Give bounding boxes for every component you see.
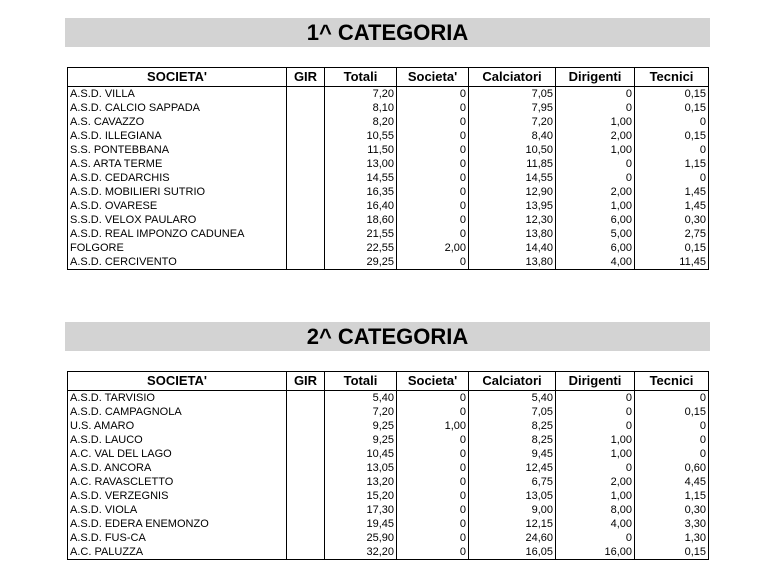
value-cell: 0,15 bbox=[635, 405, 709, 419]
value-cell: 8,00 bbox=[556, 503, 635, 517]
value-cell: 0 bbox=[397, 157, 469, 171]
team-name-cell: A.S.D. VILLA bbox=[68, 87, 287, 102]
value-cell: 2,00 bbox=[556, 185, 635, 199]
value-cell: 5,40 bbox=[325, 391, 397, 406]
value-cell: 12,30 bbox=[469, 213, 556, 227]
value-cell: 25,90 bbox=[325, 531, 397, 545]
value-cell: 0 bbox=[397, 447, 469, 461]
value-cell: 0 bbox=[397, 461, 469, 475]
value-cell: 1,00 bbox=[556, 115, 635, 129]
calciatori-header: Calciatori bbox=[469, 68, 556, 87]
value-cell: 0 bbox=[635, 391, 709, 406]
value-cell: 8,20 bbox=[325, 115, 397, 129]
table-row bbox=[68, 433, 709, 447]
value-cell bbox=[287, 157, 325, 171]
value-cell: 9,45 bbox=[469, 447, 556, 461]
value-cell: 16,35 bbox=[325, 185, 397, 199]
value-cell: 0 bbox=[397, 545, 469, 560]
team-name-cell: A.S.D. VIOLA bbox=[68, 503, 287, 517]
value-cell: 1,15 bbox=[635, 157, 709, 171]
value-cell bbox=[287, 419, 325, 433]
value-cell: 1,00 bbox=[556, 447, 635, 461]
value-cell: 0 bbox=[635, 447, 709, 461]
value-cell: 1,45 bbox=[635, 199, 709, 213]
table-row bbox=[68, 129, 709, 143]
team-name-cell: A.C. RAVASCLETTO bbox=[68, 475, 287, 489]
value-cell: 8,40 bbox=[469, 129, 556, 143]
value-cell bbox=[287, 227, 325, 241]
value-cell: 22,55 bbox=[325, 241, 397, 255]
value-cell: 14,55 bbox=[469, 171, 556, 185]
value-cell: 14,55 bbox=[325, 171, 397, 185]
value-cell: 10,55 bbox=[325, 129, 397, 143]
gir-header: GIR bbox=[287, 68, 325, 87]
value-cell: 0 bbox=[556, 419, 635, 433]
value-cell: 12,90 bbox=[469, 185, 556, 199]
value-cell: 13,80 bbox=[469, 227, 556, 241]
value-cell: 0 bbox=[556, 101, 635, 115]
value-cell bbox=[287, 241, 325, 255]
value-cell: 13,00 bbox=[325, 157, 397, 171]
value-cell: 2,75 bbox=[635, 227, 709, 241]
value-cell: 0 bbox=[556, 87, 635, 102]
table-row bbox=[68, 475, 709, 489]
totali-header: Totali bbox=[325, 68, 397, 87]
value-cell: 7,05 bbox=[469, 405, 556, 419]
value-cell: 5,00 bbox=[556, 227, 635, 241]
table-row bbox=[68, 517, 709, 531]
tecnici-header: Tecnici bbox=[635, 68, 709, 87]
value-cell bbox=[287, 171, 325, 185]
value-cell: 1,00 bbox=[556, 143, 635, 157]
value-cell: 9,25 bbox=[325, 419, 397, 433]
value-cell: 10,45 bbox=[325, 447, 397, 461]
table-row bbox=[68, 545, 709, 560]
table-row bbox=[68, 447, 709, 461]
value-cell: 6,00 bbox=[556, 213, 635, 227]
table-row bbox=[68, 391, 709, 406]
value-cell: 21,55 bbox=[325, 227, 397, 241]
value-cell: 7,20 bbox=[325, 405, 397, 419]
calciatori-header: Calciatori bbox=[469, 372, 556, 391]
value-cell: 7,05 bbox=[469, 87, 556, 102]
value-cell: 2,00 bbox=[556, 475, 635, 489]
value-cell: 9,25 bbox=[325, 433, 397, 447]
value-cell bbox=[287, 447, 325, 461]
value-cell: 32,20 bbox=[325, 545, 397, 560]
section-title-2: 2^ CATEGORIA bbox=[65, 322, 710, 351]
value-cell bbox=[287, 391, 325, 406]
value-cell bbox=[287, 255, 325, 270]
value-cell: 0 bbox=[635, 171, 709, 185]
table-row bbox=[68, 87, 709, 102]
table-row bbox=[68, 503, 709, 517]
value-cell: 0 bbox=[397, 433, 469, 447]
value-cell: 18,60 bbox=[325, 213, 397, 227]
value-cell: 0 bbox=[556, 157, 635, 171]
value-cell: 0 bbox=[556, 461, 635, 475]
value-cell: 0 bbox=[397, 171, 469, 185]
value-cell: 0 bbox=[397, 129, 469, 143]
team-name-cell: A.S.D. ANCORA bbox=[68, 461, 287, 475]
value-cell: 8,10 bbox=[325, 101, 397, 115]
table-row bbox=[68, 531, 709, 545]
value-cell: 6,75 bbox=[469, 475, 556, 489]
standings-table-1 bbox=[67, 67, 709, 270]
value-cell: 0 bbox=[556, 531, 635, 545]
societa-points-header: Societa' bbox=[397, 68, 469, 87]
value-cell: 4,00 bbox=[556, 255, 635, 270]
value-cell: 4,00 bbox=[556, 517, 635, 531]
value-cell: 0 bbox=[397, 489, 469, 503]
value-cell bbox=[287, 143, 325, 157]
value-cell: 7,20 bbox=[469, 115, 556, 129]
team-name-cell: S.S.D. VELOX PAULARO bbox=[68, 213, 287, 227]
team-name-cell: U.S. AMARO bbox=[68, 419, 287, 433]
value-cell: 0 bbox=[397, 101, 469, 115]
value-cell bbox=[287, 185, 325, 199]
value-cell: 0 bbox=[635, 143, 709, 157]
value-cell: 16,05 bbox=[469, 545, 556, 560]
value-cell: 7,95 bbox=[469, 101, 556, 115]
value-cell: 13,05 bbox=[469, 489, 556, 503]
value-cell: 8,25 bbox=[469, 419, 556, 433]
value-cell: 4,45 bbox=[635, 475, 709, 489]
value-cell: 0 bbox=[635, 419, 709, 433]
value-cell: 13,80 bbox=[469, 255, 556, 270]
value-cell: 0 bbox=[397, 143, 469, 157]
value-cell: 0 bbox=[397, 185, 469, 199]
dirigenti-header: Dirigenti bbox=[556, 68, 635, 87]
value-cell bbox=[287, 115, 325, 129]
value-cell: 12,45 bbox=[469, 461, 556, 475]
value-cell: 0,30 bbox=[635, 503, 709, 517]
table-row bbox=[68, 241, 709, 255]
value-cell: 10,50 bbox=[469, 143, 556, 157]
tecnici-header: Tecnici bbox=[635, 372, 709, 391]
value-cell bbox=[287, 213, 325, 227]
value-cell bbox=[287, 87, 325, 102]
value-cell: 16,00 bbox=[556, 545, 635, 560]
section-title-1: 1^ CATEGORIA bbox=[65, 18, 710, 47]
value-cell bbox=[287, 517, 325, 531]
dirigenti-header: Dirigenti bbox=[556, 372, 635, 391]
value-cell: 0 bbox=[397, 531, 469, 545]
table-row bbox=[68, 419, 709, 433]
value-cell bbox=[287, 199, 325, 213]
value-cell: 0,15 bbox=[635, 129, 709, 143]
table-row bbox=[68, 255, 709, 270]
value-cell: 0 bbox=[397, 405, 469, 419]
value-cell: 3,30 bbox=[635, 517, 709, 531]
value-cell: 7,20 bbox=[325, 87, 397, 102]
value-cell: 1,00 bbox=[556, 199, 635, 213]
team-name-cell: A.S.D. EDERA ENEMONZO bbox=[68, 517, 287, 531]
value-cell: 0 bbox=[556, 171, 635, 185]
value-cell: 0 bbox=[556, 405, 635, 419]
table-row bbox=[68, 461, 709, 475]
table-row bbox=[68, 405, 709, 419]
value-cell: 11,50 bbox=[325, 143, 397, 157]
table-row bbox=[68, 213, 709, 227]
value-cell: 0,15 bbox=[635, 241, 709, 255]
table-row bbox=[68, 489, 709, 503]
gir-header: GIR bbox=[287, 372, 325, 391]
table-header-row bbox=[68, 68, 709, 87]
table-row bbox=[68, 171, 709, 185]
value-cell: 11,85 bbox=[469, 157, 556, 171]
value-cell: 0 bbox=[397, 87, 469, 102]
table-row bbox=[68, 101, 709, 115]
value-cell bbox=[287, 101, 325, 115]
value-cell: 9,00 bbox=[469, 503, 556, 517]
value-cell: 0,15 bbox=[635, 87, 709, 102]
value-cell: 13,95 bbox=[469, 199, 556, 213]
value-cell: 0 bbox=[397, 503, 469, 517]
value-cell: 0 bbox=[397, 255, 469, 270]
value-cell: 24,60 bbox=[469, 531, 556, 545]
team-name-cell: A.S.D. CALCIO SAPPADA bbox=[68, 101, 287, 115]
value-cell bbox=[287, 433, 325, 447]
team-name-cell: A.S.D. LAUCO bbox=[68, 433, 287, 447]
value-cell bbox=[287, 475, 325, 489]
value-cell: 0 bbox=[397, 115, 469, 129]
societa-points-header: Societa' bbox=[397, 372, 469, 391]
value-cell: 13,20 bbox=[325, 475, 397, 489]
value-cell: 1,00 bbox=[556, 489, 635, 503]
value-cell: 29,25 bbox=[325, 255, 397, 270]
team-name-cell: A.S.D. OVARESE bbox=[68, 199, 287, 213]
team-name-cell: A.S.D. ILLEGIANA bbox=[68, 129, 287, 143]
societa-header: SOCIETA' bbox=[68, 68, 287, 87]
value-cell: 0,60 bbox=[635, 461, 709, 475]
team-name-cell: A.S.D. VERZEGNIS bbox=[68, 489, 287, 503]
value-cell: 16,40 bbox=[325, 199, 397, 213]
value-cell: 8,25 bbox=[469, 433, 556, 447]
value-cell: 6,00 bbox=[556, 241, 635, 255]
value-cell bbox=[287, 129, 325, 143]
team-name-cell: A.S. ARTA TERME bbox=[68, 157, 287, 171]
team-name-cell: A.S.D. MOBILIERI SUTRIO bbox=[68, 185, 287, 199]
table-row bbox=[68, 115, 709, 129]
value-cell: 0 bbox=[635, 115, 709, 129]
team-name-cell: S.S. PONTEBBANA bbox=[68, 143, 287, 157]
value-cell: 11,45 bbox=[635, 255, 709, 270]
team-name-cell: A.C. VAL DEL LAGO bbox=[68, 447, 287, 461]
value-cell: 0 bbox=[635, 433, 709, 447]
value-cell: 0 bbox=[397, 475, 469, 489]
table-row bbox=[68, 157, 709, 171]
standings-table-2 bbox=[67, 371, 709, 560]
table-row bbox=[68, 199, 709, 213]
value-cell bbox=[287, 489, 325, 503]
value-cell: 15,20 bbox=[325, 489, 397, 503]
value-cell bbox=[287, 405, 325, 419]
table-row bbox=[68, 185, 709, 199]
team-name-cell: A.S.D. FUS-CA bbox=[68, 531, 287, 545]
value-cell: 0 bbox=[397, 213, 469, 227]
value-cell: 0,15 bbox=[635, 545, 709, 560]
value-cell: 14,40 bbox=[469, 241, 556, 255]
table-header-row bbox=[68, 372, 709, 391]
value-cell: 0 bbox=[397, 199, 469, 213]
value-cell: 0,30 bbox=[635, 213, 709, 227]
value-cell bbox=[287, 531, 325, 545]
value-cell bbox=[287, 545, 325, 560]
value-cell: 19,45 bbox=[325, 517, 397, 531]
value-cell: 1,00 bbox=[397, 419, 469, 433]
table-row bbox=[68, 143, 709, 157]
team-name-cell: FOLGORE bbox=[68, 241, 287, 255]
team-name-cell: A.S.D. REAL IMPONZO CADUNEA bbox=[68, 227, 287, 241]
value-cell: 1,15 bbox=[635, 489, 709, 503]
team-name-cell: A.S. CAVAZZO bbox=[68, 115, 287, 129]
value-cell: 0 bbox=[397, 227, 469, 241]
team-name-cell: A.S.D. CEDARCHIS bbox=[68, 171, 287, 185]
value-cell: 1,30 bbox=[635, 531, 709, 545]
totali-header: Totali bbox=[325, 372, 397, 391]
value-cell: 1,00 bbox=[556, 433, 635, 447]
value-cell bbox=[287, 503, 325, 517]
value-cell: 2,00 bbox=[556, 129, 635, 143]
value-cell bbox=[287, 461, 325, 475]
table-row bbox=[68, 227, 709, 241]
value-cell: 0 bbox=[397, 391, 469, 406]
value-cell: 1,45 bbox=[635, 185, 709, 199]
value-cell: 12,15 bbox=[469, 517, 556, 531]
societa-header: SOCIETA' bbox=[68, 372, 287, 391]
value-cell: 0 bbox=[397, 517, 469, 531]
value-cell: 17,30 bbox=[325, 503, 397, 517]
value-cell: 0 bbox=[556, 391, 635, 406]
value-cell: 13,05 bbox=[325, 461, 397, 475]
value-cell: 5,40 bbox=[469, 391, 556, 406]
team-name-cell: A.C. PALUZZA bbox=[68, 545, 287, 560]
team-name-cell: A.S.D. CAMPAGNOLA bbox=[68, 405, 287, 419]
team-name-cell: A.S.D. TARVISIO bbox=[68, 391, 287, 406]
team-name-cell: A.S.D. CERCIVENTO bbox=[68, 255, 287, 270]
value-cell: 2,00 bbox=[397, 241, 469, 255]
value-cell: 0,15 bbox=[635, 101, 709, 115]
